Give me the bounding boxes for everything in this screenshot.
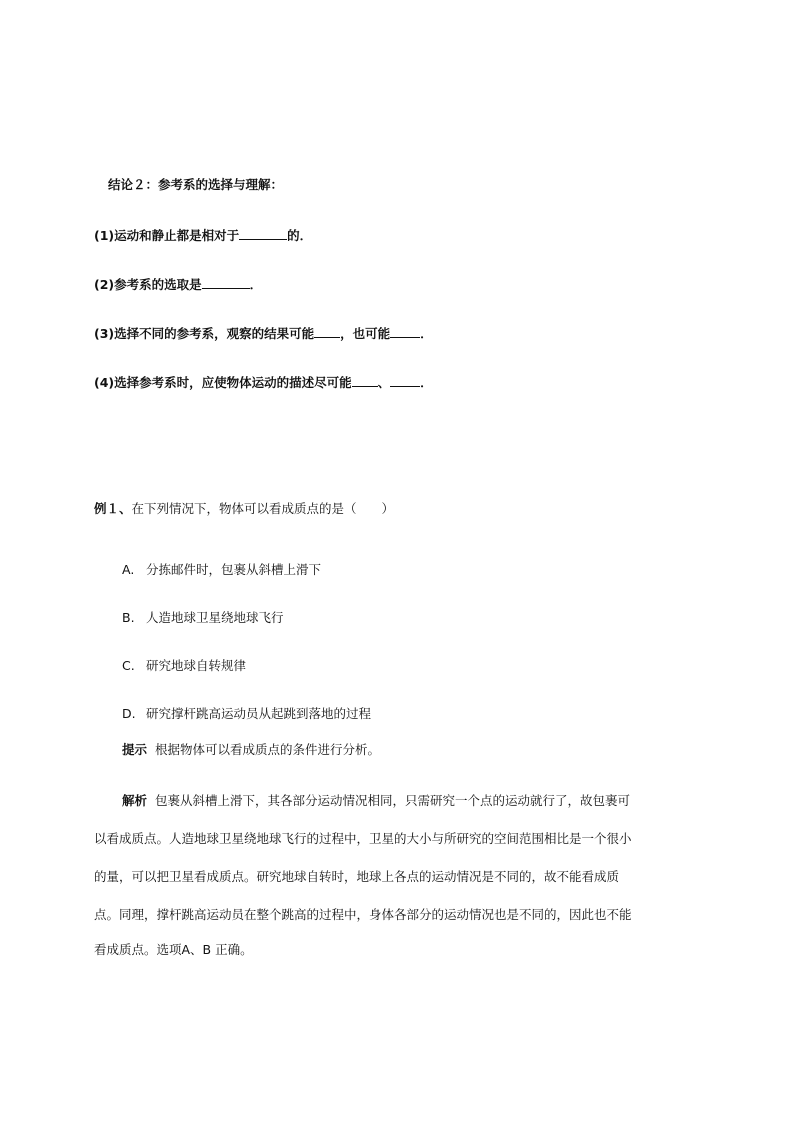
conclusion-item-1	[94, 227, 312, 244]
hint-text: 根据物体可以看成质点的条件进行分析。	[155, 742, 381, 757]
item-3-blank-2	[390, 325, 420, 338]
analysis-line-1	[122, 793, 630, 809]
item-3-blank-1	[314, 325, 340, 338]
item-3-end: ．	[420, 326, 433, 341]
item-4-mid: 、	[377, 375, 391, 390]
option-d-text: 研究撑杆跳高运动员从起跳到落地的过程	[146, 706, 372, 721]
option-b-letter: B.	[122, 610, 135, 625]
conclusion-heading: 结论２：参考系的选择与理解：	[108, 177, 284, 192]
option-c	[122, 658, 246, 674]
item-4-blank-2	[390, 374, 420, 387]
item-1-end: 的．	[287, 228, 313, 243]
option-a-letter: A.	[122, 562, 135, 577]
item-4-blank-1	[352, 374, 378, 387]
example-question	[94, 501, 394, 517]
analysis-line-2: 以看成质点。人造地球卫星绕地球飞行的过程中，卫星的大小与所研究的空间范围相比是一个很小	[94, 831, 632, 846]
option-d-letter: D.	[122, 706, 136, 721]
example-question-text: 在下列情况下，物体可以看成质点的是（ ）	[131, 501, 395, 516]
item-4-text: (4)选择参考系时，应使物体运动的描述尽可能	[94, 375, 352, 390]
option-c-letter: C.	[122, 658, 135, 673]
analysis-line-4: 点。同理，撑杆跳高运动员在整个跳高的过程中，身体各部分的运动情况也是不同的，因此也不能	[94, 907, 632, 922]
item-4-end: ．	[420, 375, 433, 390]
analysis-text-1: 包裹从斜槽上滑下，其各部分运动情况相同，只需研究一个点的运动就行了，故包裹可	[155, 793, 631, 808]
hint	[122, 742, 380, 758]
option-c-text: 研究地球自转规律	[146, 658, 247, 673]
item-1-blank	[239, 227, 287, 240]
analysis-line-5: 看成质点。选项A、B 正确。	[94, 942, 253, 957]
item-2-end: ．	[249, 277, 263, 292]
conclusion-item-3	[94, 325, 433, 342]
example-label: 例１、	[94, 501, 132, 516]
item-1-text: (1)运动和静止都是相对于	[94, 228, 240, 243]
option-a-text: 分拣邮件时，包裹从斜槽上滑下	[146, 562, 322, 577]
analysis-line-3: 的量，可以把卫星看成质点。研究地球自转时，地球上各点的运动情况是不同的，故不能看成质	[94, 869, 620, 884]
option-d	[122, 706, 371, 722]
option-b-text: 人造地球卫星绕地球飞行	[146, 610, 284, 625]
conclusion-item-2	[94, 276, 262, 293]
item-2-text: (2)参考系的选取是	[94, 277, 202, 292]
analysis-label: 解析	[122, 793, 148, 808]
option-a	[122, 562, 321, 578]
item-2-blank	[202, 276, 250, 289]
item-3-text: (3)选择不同的参考系，观察的结果可能	[94, 326, 315, 341]
hint-label: 提示	[122, 742, 148, 757]
item-3-mid: ，也可能	[340, 326, 391, 341]
conclusion-item-4	[94, 374, 433, 391]
option-b	[122, 610, 284, 626]
